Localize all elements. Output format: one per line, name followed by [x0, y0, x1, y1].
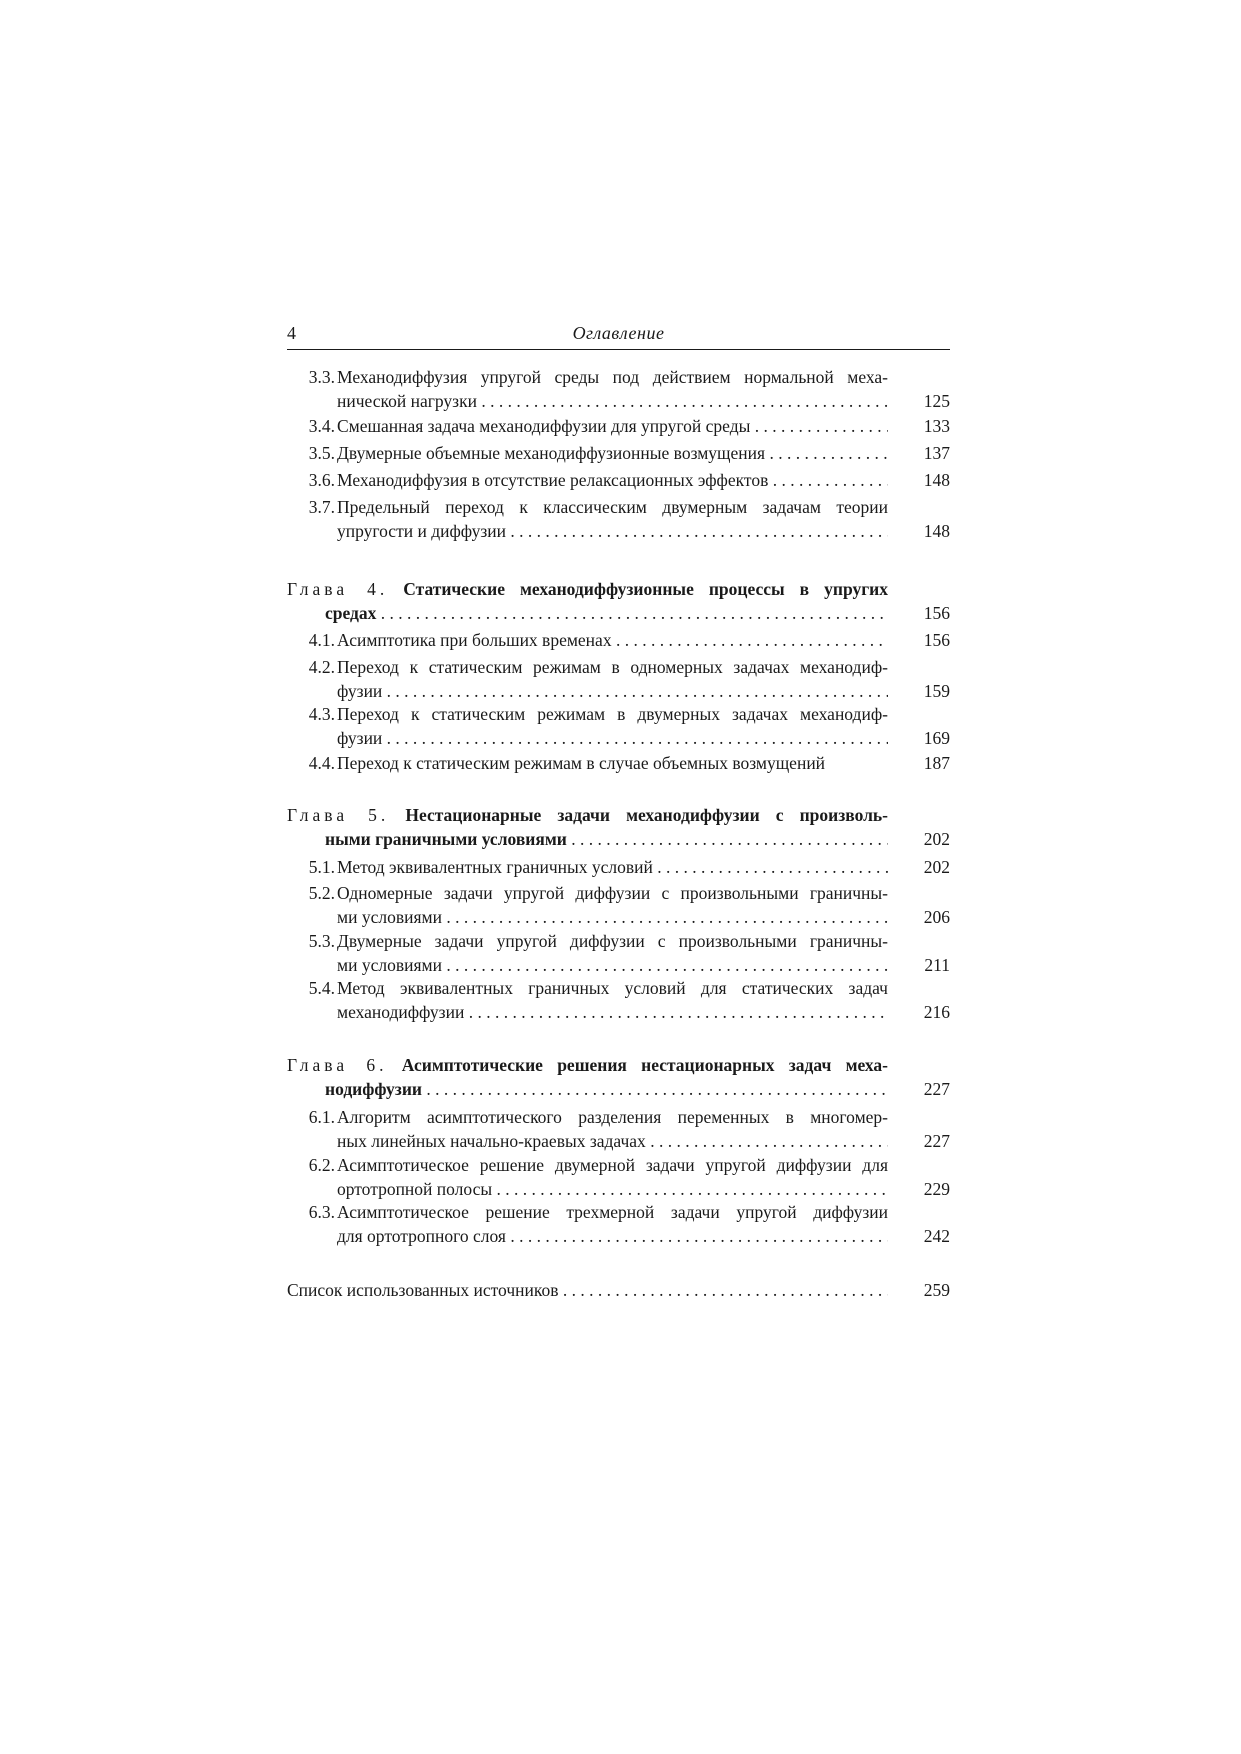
chapter-label: Глава 6. — [287, 1055, 388, 1075]
section-title-line1: Одномерные задачи упругой диффузии с произвольными граничны- — [337, 883, 888, 903]
page-ref: 206 — [923, 907, 950, 927]
section-title-line1: Механодиффузия упругой среды под действием нормальной меха- — [337, 367, 888, 387]
running-title: Оглавление — [572, 323, 665, 343]
page-ref: 137 — [923, 443, 950, 463]
section-title-line2: фузии . . . — [337, 726, 888, 750]
section-number: 3.5. — [308, 443, 335, 463]
chapter-heading-line1 — [287, 577, 888, 601]
chapter-label: Глава 4. — [287, 579, 389, 599]
chapter-heading-line1 — [287, 803, 888, 827]
page-ref: 148 — [923, 470, 950, 490]
section-number: 3.6. — [308, 470, 335, 490]
section-number: 5.1. — [308, 857, 335, 877]
page-ref: 202 — [923, 857, 950, 877]
chapter-label: Глава 5. — [287, 805, 390, 825]
page-number: 4 — [287, 323, 296, 343]
section-number: 3.7. — [308, 497, 335, 517]
section-number: 6.3. — [308, 1202, 335, 1222]
section-title-line1: Двумерные задачи упругой диффузии с произвольными граничны- — [337, 931, 888, 951]
chapter-heading-line1 — [287, 1053, 888, 1077]
section-number: 4.3. — [308, 704, 335, 724]
page-ref: 169 — [923, 728, 950, 748]
section-title: Двумерные объемные механодиффузионные возмущения . . . — [337, 441, 888, 465]
page-ref: 133 — [923, 416, 950, 436]
chapter-title-line1: Статические механодиффузионные процессы в упругих — [403, 579, 888, 599]
page-ref: 211 — [924, 955, 950, 975]
section-number: 4.2. — [308, 657, 335, 677]
section-title: Асимптотика при больших временах . . . — [337, 628, 888, 652]
section-number: 6.1. — [308, 1107, 335, 1127]
section-title-line2: механодиффузии . . . — [337, 1000, 888, 1024]
page-ref: 159 — [923, 681, 950, 701]
section-title-line2: фузии . . . — [337, 679, 888, 703]
section-number: 3.3. — [308, 367, 335, 387]
chapter-title-line2: средах . . . — [325, 601, 888, 625]
chapter-title-line1: Нестационарные задачи механодиффузии с произволь- — [405, 805, 888, 825]
page-ref: 229 — [923, 1179, 950, 1199]
section-title-line2: упругости и диффузии . . . — [337, 519, 888, 543]
page-ref: 227 — [923, 1131, 950, 1151]
page-ref: 202 — [923, 829, 950, 849]
section-title-line1: Переход к статическим режимам в одномерных задачах механодиф- — [337, 657, 888, 677]
section-title-line2: ми условиями . . . — [337, 905, 888, 929]
section-number: 5.4. — [308, 978, 335, 998]
page-ref: 125 — [923, 391, 950, 411]
section-title-line1: Асимптотическое решение двумерной задачи упругой диффузии для — [337, 1155, 888, 1175]
section-number: 5.2. — [308, 883, 335, 903]
section-title-line2: ми условиями . . . — [337, 953, 888, 977]
section-number: 4.1. — [308, 630, 335, 650]
page-ref: 187 — [923, 753, 950, 773]
section-title: Переход к статическим режимам в случае объемных возмущений — [337, 753, 826, 773]
page-ref: 148 — [923, 521, 950, 541]
section-number: 3.4. — [308, 416, 335, 436]
page-header — [287, 323, 950, 350]
section-title: Механодиффузия в отсутствие релаксационных эффектов . . . — [337, 468, 888, 492]
section-number: 6.2. — [308, 1155, 335, 1175]
page-ref: 242 — [923, 1226, 950, 1246]
section-title-line2: для ортотропного слоя . . . — [337, 1224, 888, 1248]
page-ref: 216 — [923, 1002, 950, 1022]
chapter-title-line2: нодиффузии . . . — [325, 1077, 888, 1101]
section-title-line1: Алгоритм асимптотического разделения переменных в многомер- — [337, 1107, 888, 1127]
page-ref: 156 — [923, 630, 950, 650]
section-title-line1: Асимптотическое решение трехмерной задачи упругой диффузии — [337, 1202, 888, 1222]
chapter-title-line2: ными граничными условиями . . . — [325, 827, 888, 851]
chapter-title-line1: Асимптотические решения нестационарных задач меха- — [401, 1055, 888, 1075]
section-title-line2: нической нагрузки . . . — [337, 389, 888, 413]
section-title: Смешанная задача механодиффузии для упругой среды . . . — [337, 414, 888, 438]
section-title-line1: Метод эквивалентных граничных условий для статических задач — [337, 978, 888, 998]
section-title: Метод эквивалентных граничных условий . . . — [337, 855, 888, 879]
section-title-line1: Предельный переход к классическим двумерным задачам теории — [337, 497, 888, 517]
page-ref: 156 — [923, 603, 950, 623]
page-ref: 259 — [923, 1280, 950, 1300]
references-title: Список использованных источников . . . — [287, 1278, 888, 1302]
section-title-line2: ортотропной полосы . . . — [337, 1177, 888, 1201]
section-title-line1: Переход к статическим режимам в двумерных задачах механодиф- — [337, 704, 888, 724]
page-ref: 227 — [923, 1079, 950, 1099]
section-number: 4.4. — [308, 753, 335, 773]
section-number: 5.3. — [308, 931, 335, 951]
section-title-line2: ных линейных начально-краевых задачах . . . — [337, 1129, 888, 1153]
